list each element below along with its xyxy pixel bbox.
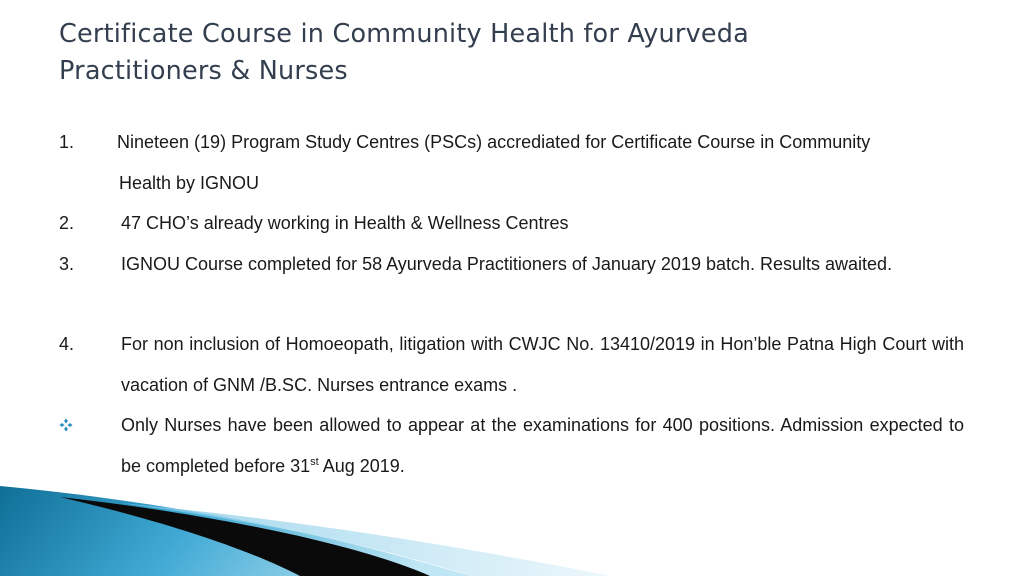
item-5-text (121, 405, 964, 486)
item-1-number: 1. (59, 132, 75, 152)
swoosh-blue-band (0, 486, 470, 576)
item-1-text-line-2: Health by IGNOU (119, 172, 260, 193)
item-5-text-end: Aug 2019. (318, 455, 405, 476)
item-2-number: 2. (59, 213, 75, 233)
item-3-number: 3. (59, 254, 75, 274)
item-1-text (117, 122, 960, 203)
item-3-text: IGNOU Course completed for 58 Ayurveda Practitioners of January 2019 batch. Results awaited. (121, 254, 893, 274)
slide-title (59, 16, 959, 90)
item-4-text: For non inclusion of Homoeopath, litigation with CWJC No. 13410/2019 in Hon’ble Patna High Court with vacation of GNM /B.SC. Nurses entrance exams . (121, 334, 964, 395)
swoosh-black-band (60, 497, 430, 576)
item-4-number: 4. (59, 334, 75, 354)
slide-title-line-1: Certificate Course in Community Health for Ayurveda (59, 19, 749, 49)
diamond-bullet-icon (59, 418, 73, 432)
item-1-text-line-1: Nineteen (19) Program Study Centres (PSCs) accrediated for Certificate Course in Community (117, 132, 871, 152)
item-2-text: 47 CHO’s already working in Health & Wellness Centres (121, 213, 569, 233)
item-5-superscript: st (310, 455, 319, 468)
swoosh-light-band (120, 503, 610, 576)
item-5-text-main: Only Nurses have been allowed to appear at the examinations for 400 positions. Admission expected to be completed before 31 (121, 415, 964, 476)
slide-title-line-2: Practitioners & Nurses (59, 56, 348, 86)
